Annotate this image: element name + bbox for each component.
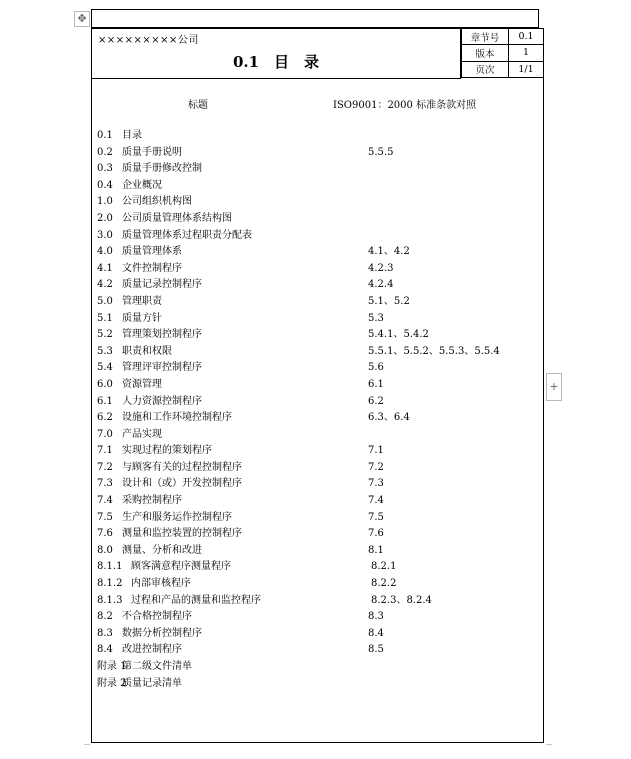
toc-item-num: 附录 1 [97,661,127,672]
toc-item [97,476,537,493]
toc-item-label: 公司组织机构图 [122,196,192,208]
toc-item [97,443,537,460]
toc-item-ref: 5.4.1、5.4.2 [368,329,429,341]
toc-item-num: 6.1 [97,395,113,407]
toc-item-label: 管理职责 [122,295,162,307]
toc-item [97,178,537,195]
toc-item-ref: 8.3 [368,611,384,623]
toc-item-num: 0.1 [97,130,113,141]
meta-row-version [462,45,544,61]
toc-item-num: 8.4 [97,644,113,656]
toc-item-label: 管理策划控制程序 [122,329,202,341]
toc-item [97,543,537,560]
toc-item-label: 设施和工作环境控制程序 [122,412,232,424]
toc-item-ref: 8.5 [368,644,384,656]
toc-item-num: 7.4 [97,495,113,507]
toc-item-num: 5.4 [97,362,113,374]
toc-item-num: 8.1.3 [97,594,123,606]
toc-item [97,294,537,311]
toc-item [97,460,537,477]
toc-item [97,659,537,676]
toc-item [97,394,537,411]
toc-item-ref: 5.6 [368,362,384,374]
toc-item-ref: 8.4 [368,627,384,639]
toc-item-num: 8.1.1 [97,561,123,573]
toc-item-num: 6.0 [97,378,113,390]
toc-item-label: 资源管理 [122,378,162,390]
toc-item-num: 3.0 [97,229,113,241]
toc-item-label: 与顾客有关的过程控制程序 [122,461,242,473]
company-name: ×××××××××公司 [98,35,199,46]
toc-item [97,676,537,693]
toc-item-label: 质量管理体系过程职责分配表 [122,229,252,241]
toc-item-num: 0.3 [97,163,113,175]
toc-item-label: 质量记录控制程序 [122,279,202,291]
toc-item-ref: 8.2.2 [371,578,397,590]
toc-item-label: 内部审核程序 [131,578,191,590]
toc-item-num: 7.0 [97,428,113,440]
toc-item-num: 4.2 [97,279,113,291]
toc-item-num: 5.0 [97,295,113,307]
toc-item-num: 5.3 [97,345,113,357]
toc-item-ref: 4.2.4 [368,279,394,291]
toc-item-ref: 6.3、6.4 [368,412,410,424]
toc-item-label: 设计和（或）开发控制程序 [122,478,242,490]
toc-item [97,277,537,294]
blank-header-row [91,9,539,28]
toc-item-ref: 7.3 [368,478,384,490]
toc-item [97,410,537,427]
toc-item-ref: 5.5.1、5.5.2、5.5.3、5.5.4 [368,345,500,357]
toc-item-num: 0.2 [97,146,113,158]
meta-label: 章节号 [462,29,509,45]
toc-item-label: 采购控制程序 [122,495,182,507]
toc-item-ref: 5.5.5 [368,146,394,158]
header-title-block [92,29,461,79]
toc-item [97,642,537,659]
toc-item-label: 过程和产品的测量和监控程序 [131,594,261,606]
page-corner-mark [84,744,90,751]
toc-item-label: 测量和监控装置的控制程序 [122,528,242,540]
toc-item-ref: 7.2 [368,461,384,473]
meta-value: 1 [509,45,544,61]
toc-item-label: 职责和权限 [122,345,172,357]
toc-item [97,244,537,261]
toc-item-label: 质量手册说明 [122,146,182,158]
toc-item [97,493,537,510]
toc-item-label: 数据分析控制程序 [122,627,202,639]
meta-value: 1/1 [509,61,544,77]
toc-item [97,510,537,527]
meta-label: 页次 [462,61,509,77]
toc-item-label: 质量管理体系 [122,246,182,258]
toc-item-label: 文件控制程序 [122,262,182,274]
toc-item-num: 1.0 [97,196,113,208]
document-page-frame [91,28,544,743]
page-title: 0.1 目 录 [232,53,320,71]
toc-item-num: 7.2 [97,461,113,473]
toc-item-num: 0.4 [97,179,113,191]
toc-item [97,559,537,576]
toc-item-ref: 5.3 [368,312,384,324]
toc-item-num: 8.3 [97,627,113,639]
toc-item-num: 6.2 [97,412,113,424]
column-headers [92,96,543,110]
toc-item-num: 5.2 [97,329,113,341]
toc-item-label: 目录 [122,130,142,141]
toc-item-label: 生产和服务运作控制程序 [122,511,232,523]
toc-item-label: 管理评审控制程序 [122,362,202,374]
toc-item-num: 2.0 [97,212,113,224]
toc-item-label: 产品实现 [122,428,162,440]
toc-item [97,228,537,245]
toc-item-label: 第二级文件清单 [122,661,192,672]
toc-item-label: 测量、分析和改进 [122,544,202,556]
toc-item-ref: 7.5 [368,511,384,523]
toc-item-ref: 7.6 [368,528,384,540]
toc-item-ref: 7.4 [368,495,384,507]
toc-item [97,161,537,178]
toc-item [97,576,537,593]
meta-row-chapter [462,29,544,45]
toc-item-ref: 8.2.3、8.2.4 [371,594,432,606]
toc-item [97,344,537,361]
toc-item-ref: 8.2.1 [371,561,397,573]
toc-item-num: 4.1 [97,262,113,274]
toc-item [97,194,537,211]
toc-item-label: 改进控制程序 [122,644,182,656]
meta-label: 版本 [462,45,509,61]
toc-item-num: 7.1 [97,445,113,457]
toc-item-ref: 4.1、4.2 [368,246,410,258]
table-move-handle-icon[interactable]: ✥ [74,11,90,27]
toc-item-label: 企业概况 [122,179,162,191]
toc-item [97,261,537,278]
toc-item [97,327,537,344]
toc-item-num: 附录 2 [97,677,127,689]
meta-row-page [462,61,544,77]
toc-item-num: 4.0 [97,246,113,258]
toc-item-num: 5.1 [97,312,113,324]
toc-item-label: 实现过程的策划程序 [122,445,212,457]
toc-item [97,360,537,377]
toc-item-num: 8.1.2 [97,578,123,590]
toc-item [97,211,537,228]
toc-item-num: 7.3 [97,478,113,490]
toc-item-label: 质量记录清单 [122,677,182,689]
toc-item [97,311,537,328]
toc-item-label: 顾客满意程序测量程序 [131,561,231,573]
toc-item [97,593,537,610]
meta-value: 0.1 [509,29,544,45]
toc-item-ref: 4.2.3 [368,262,394,274]
toc-item-num: 8.2 [97,611,113,623]
toc-item-num: 7.5 [97,511,113,523]
toc-item-ref: 5.1、5.2 [368,295,410,307]
toc-item-ref: 6.1 [368,378,384,390]
document-meta-table [461,29,543,78]
toc-item [97,145,537,162]
column-header-iso: ISO9001：2000 标准条款对照 [333,100,477,111]
toc-item [97,427,537,444]
toc-item [97,626,537,643]
table-of-contents [97,128,537,692]
toc-item-ref: 7.1 [368,445,384,457]
toc-item-ref: 6.2 [368,395,384,407]
column-header-title: 标题 [188,100,208,111]
page-corner-mark [546,744,552,751]
toc-item-label: 公司质量管理体系结构图 [122,212,232,224]
toc-item [97,128,537,145]
toc-item [97,377,537,394]
toc-item [97,609,537,626]
toc-item-label: 质量手册修改控制 [122,163,202,175]
toc-item-label: 不合格控制程序 [122,611,192,623]
toc-item-ref: 8.1 [368,544,384,556]
toc-item-label: 人力资源控制程序 [122,395,202,407]
toc-item-num: 7.6 [97,528,113,540]
toc-item-label: 质量方针 [122,312,162,324]
toc-item-num: 8.0 [97,544,113,556]
add-row-icon[interactable]: + [546,373,562,401]
toc-item [97,526,537,543]
